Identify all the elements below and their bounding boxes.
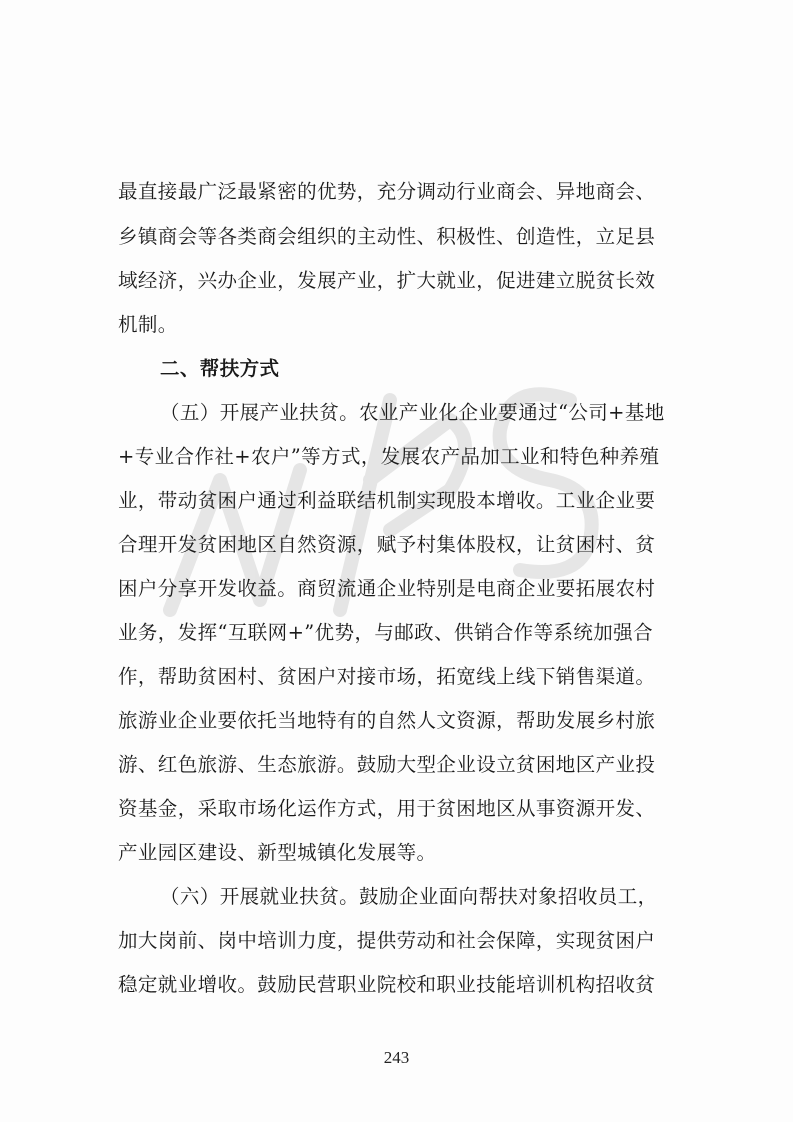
paragraph-line: （五）开展产业扶贫。农业产业化企业要通过“公司+基地 — [160, 401, 665, 424]
paragraph-line: 业，带动贫困户通过利益联结机制实现股本增收。工业企业要 — [118, 489, 656, 512]
paragraph-line: 域经济，兴办企业，发展产业，扩大就业，促进建立脱贫长效 — [118, 269, 656, 292]
paragraph-line: +专业合作社+农户”等方式，发展农产品加工业和特色种养殖 — [118, 445, 660, 468]
page-number: 243 — [383, 1048, 410, 1067]
paragraph-line: 合理开发贫困地区自然资源，赋予村集体股权，让贫困村、贫 — [118, 533, 656, 556]
paragraph-line: 稳定就业增收。鼓励民营职业院校和职业技能培训机构招收贫 — [118, 973, 656, 996]
paragraph-line: 产业园区建设、新型城镇化发展等。 — [118, 841, 437, 864]
paragraph-line: 乡镇商会等各类商会组织的主动性、积极性、创造性，立足县 — [118, 225, 656, 248]
paragraph-line: 资基金，采取市场化运作方式，用于贫困地区从事资源开发、 — [118, 797, 656, 820]
section-heading: 二、帮扶方式 — [160, 357, 280, 380]
paragraph-line: 最直接最广泛最紧密的优势，充分调动行业商会、异地商会、 — [118, 180, 656, 203]
paragraph-line: 旅游业企业要依托当地特有的自然人文资源，帮助发展乡村旅 — [118, 709, 656, 732]
paragraph-line: 业务，发挥“互联网+”优势，与邮政、供销合作等系统加强合 — [118, 621, 653, 644]
paragraph-line: 机制。 — [118, 313, 178, 336]
paragraph-line: 游、红色旅游、生态旅游。鼓励大型企业设立贫困地区产业投 — [118, 753, 656, 776]
paragraph-line: 加大岗前、岗中培训力度，提供劳动和社会保障，实现贫困户 — [118, 929, 656, 952]
paragraph-line: 困户分享开发收益。商贸流通企业特别是电商企业要拓展农村 — [118, 577, 656, 600]
paragraph-line: 作，帮助贫困村、贫困户对接市场，拓宽线上线下销售渠道。 — [118, 665, 656, 688]
paragraph-line: （六）开展就业扶贫。鼓励企业面向帮扶对象招收员工， — [160, 885, 658, 908]
